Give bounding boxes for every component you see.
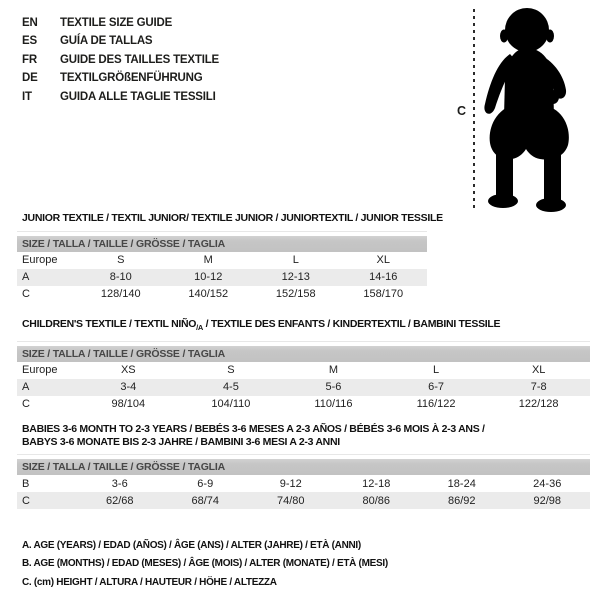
table-cell: 128/140 bbox=[100, 288, 141, 300]
table-cell: M bbox=[328, 364, 339, 377]
table-row bbox=[17, 492, 590, 509]
row-label: C bbox=[22, 288, 30, 300]
babies-textile-table bbox=[17, 423, 590, 509]
row-label: Europe bbox=[22, 364, 58, 377]
note-height-cm: C. (cm) HEIGHT / ALTURA / HAUTEUR / HÖHE / ALTEZZA bbox=[22, 576, 277, 588]
table-cell: 92/98 bbox=[533, 494, 562, 507]
language-row bbox=[22, 51, 219, 69]
table-row bbox=[17, 252, 427, 269]
language-row bbox=[22, 32, 219, 50]
row-label: A bbox=[22, 381, 30, 394]
table-row bbox=[17, 286, 427, 303]
row-label: C bbox=[22, 398, 30, 411]
table-cell: XL bbox=[376, 254, 390, 266]
size-header-bar bbox=[17, 459, 590, 475]
table-row bbox=[17, 362, 590, 379]
language-row bbox=[22, 88, 219, 106]
table-cell: 5-6 bbox=[325, 381, 342, 394]
table-cell: 62/68 bbox=[105, 494, 134, 507]
language-title: GUIDA ALLE TAGLIE TESSILI bbox=[60, 90, 216, 103]
height-measure-label: C bbox=[457, 104, 467, 118]
table-title bbox=[17, 212, 443, 225]
language-code: IT bbox=[22, 90, 32, 103]
row-label: C bbox=[22, 494, 30, 507]
table-cell: 7-8 bbox=[530, 381, 547, 394]
language-title: GUÍA DE TALLAS bbox=[60, 35, 153, 48]
row-label: Europe bbox=[22, 254, 58, 266]
table-cell: S bbox=[117, 254, 125, 266]
language-code: FR bbox=[22, 53, 37, 66]
language-code: EN bbox=[22, 17, 38, 29]
table-cell: 14-16 bbox=[369, 271, 398, 283]
table-cell: 3-6 bbox=[111, 477, 128, 490]
table-cell: 12-18 bbox=[362, 477, 391, 490]
table-cell: M bbox=[203, 254, 213, 266]
row-label: B bbox=[22, 477, 30, 490]
table-row bbox=[17, 475, 590, 492]
table-cell: 6-7 bbox=[428, 381, 445, 394]
table-cell: 110/116 bbox=[314, 398, 353, 411]
table-cell: 74/80 bbox=[276, 494, 305, 507]
table-cell: 68/74 bbox=[191, 494, 220, 507]
table-cell: 9-12 bbox=[279, 477, 302, 490]
language-row bbox=[22, 69, 219, 87]
table-cell: 98/104 bbox=[111, 398, 146, 411]
language-list bbox=[22, 14, 219, 106]
height-measure-dashed-line bbox=[473, 9, 475, 209]
language-row bbox=[22, 14, 219, 32]
table-title-text: JUNIOR TEXTILE / TEXTIL JUNIOR/ TEXTILE JUNIOR / JUNIORTEXTIL / JUNIOR TESSILE bbox=[22, 212, 443, 224]
table-cell: 8-10 bbox=[109, 271, 132, 283]
table-top-divider bbox=[17, 231, 427, 232]
table-cell: XL bbox=[531, 364, 546, 377]
table-title-text: BABIES 3-6 MONTH TO 2-3 YEARS / BEBÉS 3-6 MESES A 2-3 AÑOS / BÉBÉS 3-6 MOIS À 2-3 ANS / bbox=[22, 423, 485, 435]
table-cell: 152/158 bbox=[275, 288, 316, 300]
table-cell: L bbox=[433, 364, 440, 377]
childrens-textile-table bbox=[17, 318, 590, 413]
table-cell: 140/152 bbox=[188, 288, 229, 300]
table-title-text: CHILDREN'S TEXTILE / TEXTIL NIÑO bbox=[22, 318, 197, 330]
table-title bbox=[17, 318, 590, 335]
size-header-text: SIZE / TALLA / TAILLE / GRÖSSE / TAGLIA bbox=[22, 347, 225, 360]
language-title: TEXTILGRÖßENFÜHRUNG bbox=[60, 72, 203, 85]
size-header-bar bbox=[17, 236, 427, 252]
table-cell: 12-13 bbox=[281, 271, 310, 283]
table-cell: 24-36 bbox=[533, 477, 562, 490]
table-cell: 104/110 bbox=[211, 398, 251, 411]
language-code: DE bbox=[22, 72, 38, 85]
table-cell: L bbox=[292, 254, 299, 266]
table-title-text: BABYS 3-6 MONATE BIS 2-3 JAHRE / BAMBINI 3-6 MESI A 2-3 ANNI bbox=[22, 435, 340, 448]
baby-silhouette-icon bbox=[480, 2, 580, 214]
language-code: ES bbox=[22, 35, 37, 48]
table-cell: 80/86 bbox=[362, 494, 391, 507]
legend-notes bbox=[22, 537, 388, 592]
note-age-months: B. AGE (MONTHS) / EDAD (MESES) / ÂGE (MOIS) / ALTER (MONATE) / ETÀ (MESI) bbox=[22, 558, 388, 570]
table-cell: 158/170 bbox=[363, 288, 404, 300]
table-cell: 3-4 bbox=[120, 381, 137, 394]
table-row bbox=[17, 396, 590, 413]
size-header-text: SIZE / TALLA / TAILLE / GRÖSSE / TAGLIA bbox=[22, 461, 225, 473]
table-title-text: / TEXTILE DES ENFANTS / KINDERTEXTIL / BAMBINI TESSILE bbox=[203, 318, 501, 330]
size-header-text: SIZE / TALLA / TAILLE / GRÖSSE / TAGLIA bbox=[22, 237, 225, 250]
table-cell: 18-24 bbox=[447, 477, 476, 490]
table-top-divider bbox=[17, 341, 590, 342]
row-label: A bbox=[22, 271, 30, 283]
junior-textile-table bbox=[17, 212, 443, 303]
table-title bbox=[17, 423, 590, 436]
table-title bbox=[17, 436, 590, 449]
table-row bbox=[17, 379, 590, 396]
table-cell: 4-5 bbox=[222, 381, 239, 394]
language-title: GUIDE DES TAILLES TEXTILE bbox=[60, 53, 219, 66]
note-age-years: A. AGE (YEARS) / EDAD (AÑOS) / ÂGE (ANS) / ALTER (JAHRE) / ETÀ (ANNI) bbox=[22, 540, 361, 551]
table-cell: S bbox=[227, 364, 235, 377]
table-cell: 6-9 bbox=[197, 477, 214, 490]
table-top-divider bbox=[17, 454, 590, 455]
table-row bbox=[17, 269, 427, 286]
table-cell: 116/122 bbox=[416, 398, 456, 411]
table-cell: 10-12 bbox=[194, 271, 223, 283]
table-cell: 122/128 bbox=[518, 398, 559, 411]
table-title-subscript: /A bbox=[196, 323, 204, 333]
table-cell: XS bbox=[120, 364, 136, 377]
table-cell: 86/92 bbox=[447, 494, 476, 507]
language-title: TEXTILE SIZE GUIDE bbox=[60, 17, 173, 29]
size-header-bar bbox=[17, 346, 590, 362]
